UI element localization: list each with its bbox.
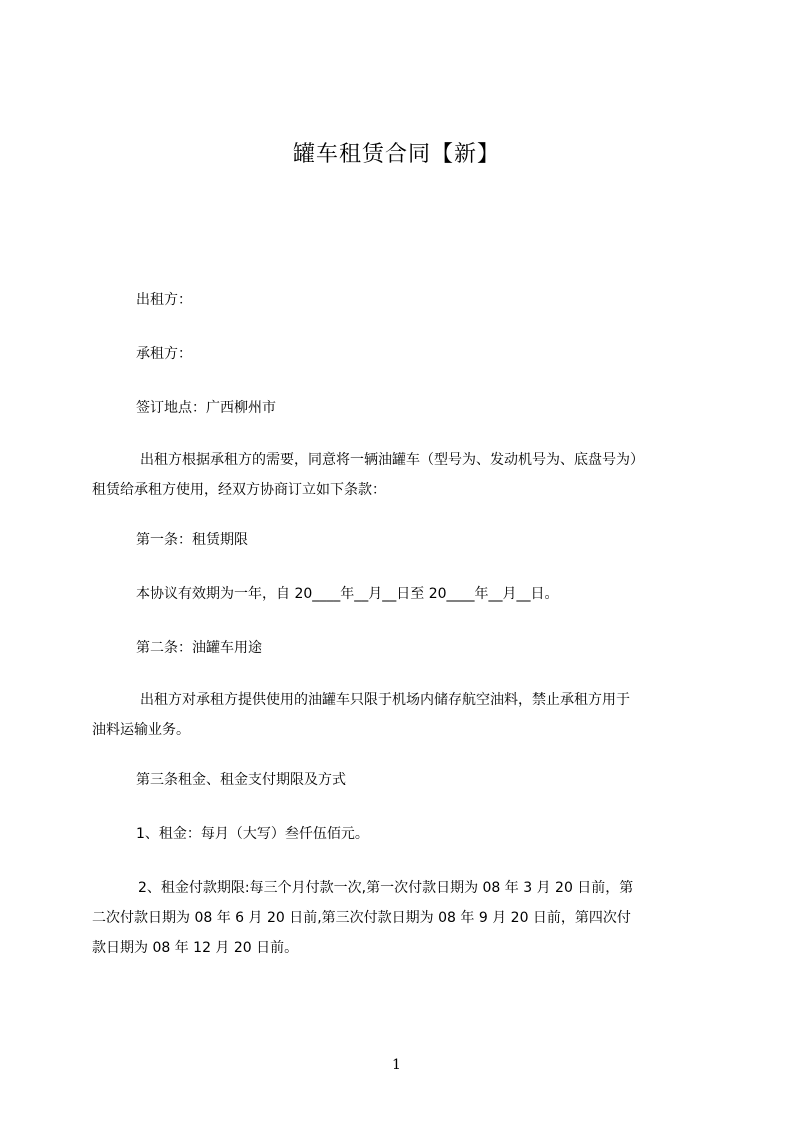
article-1-heading: 第一条：租赁期限 [136, 532, 248, 548]
signing-place-line: 签订地点：广西柳州市 [136, 400, 276, 416]
intro-line-2: 租赁给承租方使用，经双方协商订立如下条款： [92, 482, 386, 498]
rent-item-1: 1、租金：每月（大写）叁仟伍佰元。 [136, 826, 369, 842]
lessee-line: 承租方： [136, 346, 192, 362]
lessor-line: 出租方： [136, 292, 192, 308]
article-3-heading: 第三条租金、租金支付期限及方式 [136, 772, 346, 788]
article-2-paragraph [92, 685, 722, 745]
page-number: 1 [392, 1057, 401, 1073]
intro-paragraph [92, 445, 722, 505]
rent-item-2-line-2: 二次付款日期为 08 年 6 月 20 日前,第三次付款日期为 08 年 9 月 20 日前，第四次付 [92, 910, 631, 926]
rent-item-2-line-3: 款日期为 08 年 12 月 20 日前。 [92, 940, 299, 956]
article-2-line-1: 出租方对承租方提供使用的油罐车只限于机场内储存航空油料，禁止承租方用于 [140, 692, 630, 708]
article-2-heading: 第二条：油罐车用途 [136, 640, 262, 656]
document-title: 罐车租赁合同【新】 [292, 142, 500, 167]
article-1-text: 本协议有效期为一年，自 20____年__月__日至 20____年__月__日。 [136, 586, 559, 602]
article-2-line-2: 油料运输业务。 [92, 722, 190, 738]
rent-item-2-line-1: 2、租金付款期限:每三个月付款一次,第一次付款日期为 08 年 3 月 20 日前，第 [138, 880, 634, 896]
rent-item-2-paragraph [92, 873, 722, 963]
intro-line-1: 出租方根据承租方的需要，同意将一辆油罐车（型号为、发动机号为、底盘号为） [140, 452, 644, 468]
